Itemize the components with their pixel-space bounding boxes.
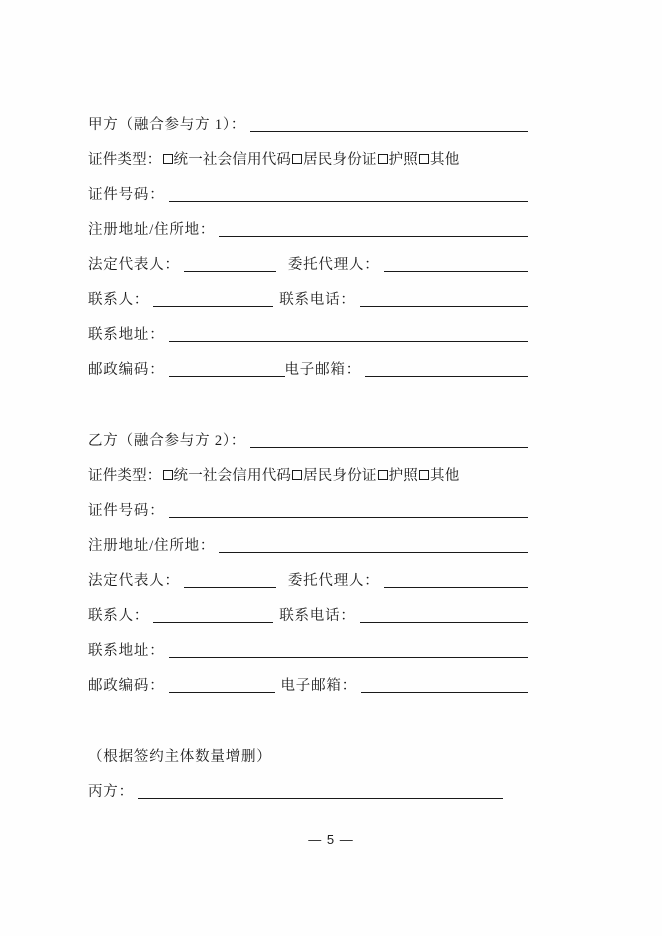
party-b-email-blank[interactable] bbox=[361, 677, 528, 693]
party-a-block bbox=[88, 106, 528, 386]
party-b-block bbox=[88, 422, 528, 702]
party-b-contact-address-row bbox=[88, 632, 528, 667]
party-a-contact-phone-blank[interactable] bbox=[360, 291, 528, 307]
party-b-name-blank[interactable] bbox=[250, 432, 528, 448]
party-a-name-blank[interactable] bbox=[250, 116, 528, 132]
party-b-legal-rep-label: 法定代表人： bbox=[88, 573, 180, 589]
page-footer bbox=[0, 832, 662, 847]
party-a-title-row bbox=[88, 106, 528, 141]
party-a-postcode-label: 邮政编码： bbox=[88, 362, 165, 378]
party-a-legal-rep-blank[interactable] bbox=[184, 256, 276, 272]
party-a-contact-person-blank[interactable] bbox=[153, 291, 273, 307]
party-b-title-row bbox=[88, 422, 528, 457]
checkbox-other-a[interactable] bbox=[419, 154, 429, 164]
party-b-agent-blank[interactable] bbox=[384, 572, 528, 588]
party-b-legal-rep-blank[interactable] bbox=[184, 572, 276, 588]
party-c-title-label: 丙方： bbox=[88, 784, 134, 800]
party-b-cert-number-label: 证件号码： bbox=[88, 503, 165, 519]
party-a-contact-address-label: 联系地址： bbox=[88, 327, 165, 343]
party-a-address-row bbox=[88, 211, 528, 246]
party-c-note: （根据签约主体数量增删） bbox=[88, 749, 272, 765]
block-spacer-b-c bbox=[88, 702, 528, 738]
party-b-cert-type-row bbox=[88, 457, 528, 492]
party-b-title-label: 乙方（融合参与方 2）： bbox=[88, 433, 247, 449]
party-a-cert-type-row bbox=[88, 141, 528, 176]
party-a-email-label: 电子邮箱： bbox=[284, 362, 361, 378]
party-a-contact-address-row bbox=[88, 316, 528, 351]
party-a-cert-type-label: 证件类型： bbox=[88, 152, 162, 168]
party-a-contact-person-label: 联系人： bbox=[88, 292, 150, 308]
party-a-legal-rep-label: 法定代表人： bbox=[88, 257, 180, 273]
party-b-address-blank[interactable] bbox=[219, 537, 528, 553]
party-a-legal-rep-row bbox=[88, 246, 528, 281]
party-a-cert-option-3: 其他 bbox=[430, 152, 460, 168]
party-c-name-blank[interactable] bbox=[138, 783, 503, 799]
party-b-cert-option-2: 护照 bbox=[388, 468, 419, 484]
party-b-contact-address-blank[interactable] bbox=[169, 642, 529, 658]
party-b-postcode-row bbox=[88, 667, 528, 702]
party-b-email-label: 电子邮箱： bbox=[280, 678, 357, 694]
party-a-title-label: 甲方（融合参与方 1）： bbox=[88, 117, 247, 133]
checkbox-passport-b[interactable] bbox=[378, 470, 388, 480]
party-a-contact-address-blank[interactable] bbox=[169, 326, 529, 342]
party-a-cert-option-1: 居民身份证 bbox=[303, 152, 377, 168]
party-b-cert-number-blank[interactable] bbox=[169, 502, 529, 518]
party-b-cert-option-1: 居民身份证 bbox=[303, 468, 377, 484]
party-a-address-label: 注册地址/住所地： bbox=[88, 222, 216, 238]
party-b-contact-phone-blank[interactable] bbox=[360, 607, 528, 623]
checkbox-passport-a[interactable] bbox=[378, 154, 388, 164]
party-b-postcode-blank[interactable] bbox=[169, 677, 275, 693]
party-b-address-row bbox=[88, 527, 528, 562]
party-b-cert-option-3: 其他 bbox=[430, 468, 460, 484]
party-a-agent-label: 委托代理人： bbox=[287, 257, 380, 273]
party-b-postcode-label: 邮政编码： bbox=[88, 678, 165, 694]
party-a-cert-option-2: 护照 bbox=[388, 152, 419, 168]
party-b-legal-rep-row bbox=[88, 562, 528, 597]
party-b-contact-address-label: 联系地址： bbox=[88, 643, 165, 659]
party-a-agent-blank[interactable] bbox=[384, 256, 528, 272]
party-a-contact-phone-label: 联系电话： bbox=[279, 292, 356, 308]
party-a-contact-person-row bbox=[88, 281, 528, 316]
party-a-postcode-blank[interactable] bbox=[169, 361, 285, 377]
party-c-title-row bbox=[88, 773, 528, 808]
party-c-block bbox=[88, 738, 528, 808]
party-a-email-blank[interactable] bbox=[365, 361, 528, 377]
party-b-address-label: 注册地址/住所地： bbox=[88, 538, 216, 554]
party-a-cert-number-row bbox=[88, 176, 528, 211]
party-a-address-blank[interactable] bbox=[219, 221, 528, 237]
party-b-contact-person-row bbox=[88, 597, 528, 632]
checkbox-unified-social-credit-code-a[interactable] bbox=[163, 154, 173, 164]
checkbox-resident-id-card-a[interactable] bbox=[292, 154, 302, 164]
checkbox-other-b[interactable] bbox=[419, 470, 429, 480]
party-b-contact-person-label: 联系人： bbox=[88, 608, 150, 624]
party-b-cert-option-0: 统一社会信用代码 bbox=[173, 468, 292, 484]
party-a-cert-number-blank[interactable] bbox=[169, 186, 529, 202]
party-b-contact-person-blank[interactable] bbox=[153, 607, 273, 623]
party-b-cert-type-label: 证件类型： bbox=[88, 468, 162, 484]
page-number: — 5 — bbox=[308, 832, 354, 847]
checkbox-unified-social-credit-code-b[interactable] bbox=[163, 470, 173, 480]
document-content bbox=[88, 106, 528, 808]
party-a-postcode-row bbox=[88, 351, 528, 386]
party-b-contact-phone-label: 联系电话： bbox=[279, 608, 356, 624]
party-a-cert-option-0: 统一社会信用代码 bbox=[173, 152, 292, 168]
party-b-agent-label: 委托代理人： bbox=[287, 573, 380, 589]
party-b-cert-number-row bbox=[88, 492, 528, 527]
checkbox-resident-id-card-b[interactable] bbox=[292, 470, 302, 480]
block-spacer-a-b bbox=[88, 386, 528, 422]
party-c-note-row bbox=[88, 738, 528, 773]
party-a-cert-number-label: 证件号码： bbox=[88, 187, 165, 203]
